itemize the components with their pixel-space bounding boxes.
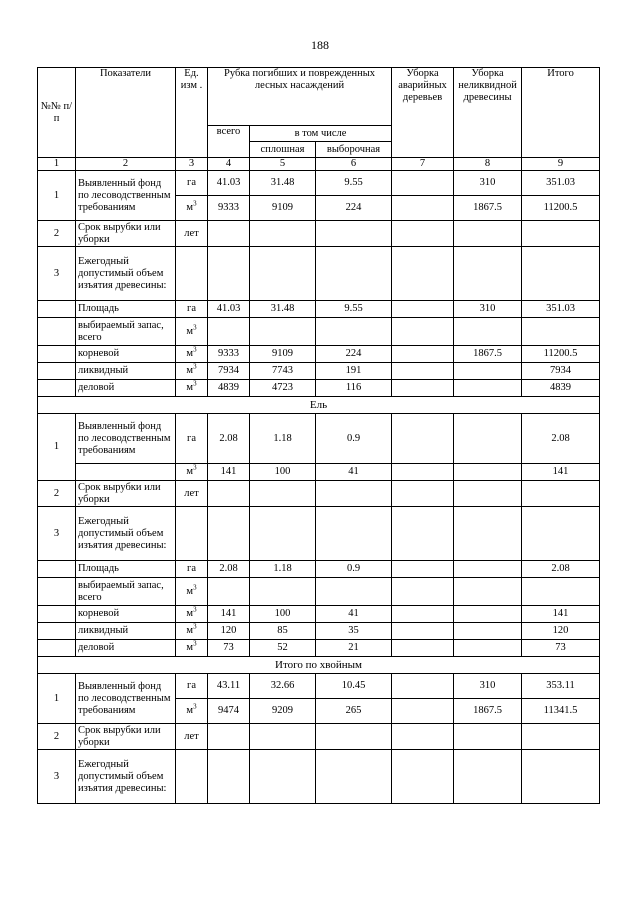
empty-cell <box>392 724 454 750</box>
header-felling: Рубка погибших и поврежденных лесных насаждений <box>208 68 392 126</box>
value-cell: 73 <box>522 640 600 657</box>
row-number: 1 <box>38 674 76 724</box>
unit-m: м <box>186 608 194 619</box>
label-allowable: Ежегодный допустимый объем изъятия древесины: <box>76 247 176 301</box>
empty-cell <box>454 724 522 750</box>
empty-cell <box>250 578 316 606</box>
value-cell: 10.45 <box>316 674 392 699</box>
unit-m: м <box>186 202 194 213</box>
empty-cell <box>454 318 522 346</box>
empty-cell <box>38 640 76 657</box>
label-liquid: ликвидный <box>76 623 176 640</box>
value-cell: 52 <box>250 640 316 657</box>
value-cell: 310 <box>454 674 522 699</box>
value-cell <box>454 561 522 578</box>
empty-cell <box>454 221 522 247</box>
value-cell: 9474 <box>208 699 250 724</box>
value-cell: 9.55 <box>316 171 392 196</box>
empty-cell <box>454 481 522 507</box>
header-num: №№ п/п <box>38 68 76 158</box>
unit-cube: 3 <box>193 583 197 591</box>
empty-cell <box>38 318 76 346</box>
label-term: Срок вырубки или уборки <box>76 724 176 750</box>
column-number: 6 <box>316 158 392 171</box>
empty-cell <box>250 481 316 507</box>
value-cell <box>392 346 454 363</box>
label-term: Срок вырубки или уборки <box>76 481 176 507</box>
value-cell: 4839 <box>208 380 250 397</box>
stock-row <box>38 578 600 606</box>
value-cell: 7743 <box>250 363 316 380</box>
value-cell: 0.9 <box>316 414 392 464</box>
unit-cell: га <box>176 171 208 196</box>
empty-cell <box>208 221 250 247</box>
section-title: Итого по хвойным <box>38 657 600 674</box>
value-cell <box>454 640 522 657</box>
term-row <box>38 481 600 507</box>
empty-cell <box>522 724 600 750</box>
row-number: 1 <box>38 414 76 481</box>
row-number: 1 <box>38 171 76 221</box>
empty-cell <box>76 464 176 481</box>
value-cell: 9333 <box>208 346 250 363</box>
value-cell: 31.48 <box>250 171 316 196</box>
empty-cell <box>522 481 600 507</box>
value-cell: 100 <box>250 606 316 623</box>
empty-cell <box>208 578 250 606</box>
unit-cell <box>176 363 208 380</box>
value-cell <box>392 640 454 657</box>
row-number: 3 <box>38 750 76 804</box>
page-number: 188 <box>311 38 329 52</box>
value-cell <box>392 561 454 578</box>
unit-cell <box>176 640 208 657</box>
unit-cube: 3 <box>193 702 197 711</box>
value-cell: 353.11 <box>522 674 600 699</box>
column-number: 1 <box>38 158 76 171</box>
value-cell: 2.08 <box>522 414 600 464</box>
unit-cube: 3 <box>193 639 197 648</box>
empty-cell <box>316 578 392 606</box>
business-row <box>38 380 600 397</box>
unit-cube: 3 <box>193 323 197 331</box>
label-stock: выбираемый запас, всего <box>76 578 176 606</box>
empty-cell <box>454 507 522 561</box>
identified-row <box>38 674 600 699</box>
label-root: корневой <box>76 346 176 363</box>
label-root: корневой <box>76 606 176 623</box>
value-cell <box>454 606 522 623</box>
section-title-row <box>38 397 600 414</box>
column-numbers-row <box>38 158 600 171</box>
label-allowable: Ежегодный допустимый объем изъятия древесины: <box>76 750 176 804</box>
value-cell: 120 <box>522 623 600 640</box>
unit-m: м <box>186 466 194 477</box>
empty-cell <box>38 363 76 380</box>
section-title-row <box>38 657 600 674</box>
column-number: 4 <box>208 158 250 171</box>
empty-cell <box>316 481 392 507</box>
value-cell: 43.11 <box>208 674 250 699</box>
liquid-row <box>38 363 600 380</box>
value-cell: 41.03 <box>208 301 250 318</box>
empty-cell <box>454 578 522 606</box>
column-number: 8 <box>454 158 522 171</box>
value-cell: 7934 <box>208 363 250 380</box>
label-identified: Выявленный фонд по лесоводственным требованиям <box>76 414 176 464</box>
value-cell: 141 <box>208 464 250 481</box>
area-row <box>38 301 600 318</box>
empty-cell <box>250 750 316 804</box>
empty-cell <box>250 724 316 750</box>
empty-cell <box>176 507 208 561</box>
value-cell: 7934 <box>522 363 600 380</box>
value-cell: 1867.5 <box>454 196 522 221</box>
column-number: 7 <box>392 158 454 171</box>
value-cell: 116 <box>316 380 392 397</box>
unit-m: м <box>186 625 194 636</box>
header-unit: Ед. изм . <box>176 68 208 158</box>
empty-cell <box>522 221 600 247</box>
value-cell: 141 <box>522 464 600 481</box>
value-cell: 351.03 <box>522 171 600 196</box>
value-cell: 1867.5 <box>454 346 522 363</box>
value-cell: 141 <box>208 606 250 623</box>
empty-cell <box>208 247 250 301</box>
row-number: 2 <box>38 221 76 247</box>
unit-cube: 3 <box>193 345 197 354</box>
liquid-row <box>38 623 600 640</box>
value-cell <box>392 363 454 380</box>
header-all: всего <box>208 126 250 158</box>
value-cell: 9109 <box>250 196 316 221</box>
unit-m: м <box>186 325 194 337</box>
logging-table <box>37 67 600 804</box>
column-number: 2 <box>76 158 176 171</box>
value-cell: 9.55 <box>316 301 392 318</box>
value-cell: 141 <box>522 606 600 623</box>
empty-cell <box>316 750 392 804</box>
empty-cell <box>522 578 600 606</box>
unit-m: м <box>186 382 194 393</box>
empty-cell <box>38 578 76 606</box>
unit-cell <box>176 606 208 623</box>
unit-cell <box>176 346 208 363</box>
empty-cell <box>522 507 600 561</box>
value-cell: 11200.5 <box>522 346 600 363</box>
empty-cell <box>522 318 600 346</box>
unit-cell: га <box>176 414 208 464</box>
row-number: 3 <box>38 507 76 561</box>
unit-cell: лет <box>176 481 208 507</box>
empty-cell <box>250 507 316 561</box>
value-cell: 11341.5 <box>522 699 600 724</box>
value-cell <box>392 623 454 640</box>
value-cell: 2.08 <box>522 561 600 578</box>
unit-cell <box>176 318 208 346</box>
value-cell: 310 <box>454 301 522 318</box>
unit-cube: 3 <box>193 605 197 614</box>
empty-cell <box>454 750 522 804</box>
unit-m: м <box>186 348 194 359</box>
identified-row <box>38 171 600 196</box>
empty-cell <box>38 346 76 363</box>
value-cell: 32.66 <box>250 674 316 699</box>
allowable-row <box>38 247 600 301</box>
header-indicators: Показатели <box>76 68 176 158</box>
value-cell: 0.9 <box>316 561 392 578</box>
value-cell: 1.18 <box>250 414 316 464</box>
unit-cube: 3 <box>193 463 197 472</box>
value-cell: 21 <box>316 640 392 657</box>
value-cell: 9333 <box>208 196 250 221</box>
allowable-row <box>38 750 600 804</box>
empty-cell <box>250 318 316 346</box>
business-row <box>38 640 600 657</box>
value-cell <box>392 606 454 623</box>
empty-cell <box>38 623 76 640</box>
table-body <box>38 68 600 804</box>
identified-row <box>38 464 600 481</box>
value-cell <box>392 196 454 221</box>
label-identified: Выявленный фонд по лесоводственным требованиям <box>76 674 176 724</box>
empty-cell <box>176 247 208 301</box>
empty-cell <box>38 561 76 578</box>
value-cell: 41.03 <box>208 171 250 196</box>
value-cell: 191 <box>316 363 392 380</box>
unit-cell <box>176 578 208 606</box>
label-identified: Выявленный фонд по лесоводственным требованиям <box>76 171 176 221</box>
value-cell: 1.18 <box>250 561 316 578</box>
value-cell: 9109 <box>250 346 316 363</box>
empty-cell <box>522 750 600 804</box>
empty-cell <box>392 221 454 247</box>
unit-cube: 3 <box>193 199 197 208</box>
empty-cell <box>208 724 250 750</box>
empty-cell <box>208 481 250 507</box>
value-cell: 100 <box>250 464 316 481</box>
term-row <box>38 724 600 750</box>
value-cell <box>392 674 454 699</box>
unit-cube: 3 <box>193 622 197 631</box>
empty-cell <box>38 380 76 397</box>
identified-row <box>38 414 600 464</box>
unit-cell <box>176 196 208 221</box>
header-emergency: Уборка аварийных деревьев <box>392 68 454 158</box>
unit-cell: га <box>176 561 208 578</box>
value-cell: 73 <box>208 640 250 657</box>
empty-cell <box>454 247 522 301</box>
unit-m: м <box>186 705 194 716</box>
value-cell: 120 <box>208 623 250 640</box>
row-number: 2 <box>38 724 76 750</box>
area-row <box>38 561 600 578</box>
value-cell: 310 <box>454 171 522 196</box>
empty-cell <box>208 750 250 804</box>
root-row <box>38 346 600 363</box>
label-allowable: Ежегодный допустимый объем изъятия древесины: <box>76 507 176 561</box>
header-clear: сплошная <box>250 142 316 158</box>
unit-cell <box>176 464 208 481</box>
value-cell: 31.48 <box>250 301 316 318</box>
empty-cell <box>176 750 208 804</box>
value-cell <box>392 301 454 318</box>
empty-cell <box>316 507 392 561</box>
row-number: 2 <box>38 481 76 507</box>
header-including: в том числе <box>250 126 392 142</box>
header-total: Итого <box>522 68 600 158</box>
unit-cell: га <box>176 301 208 318</box>
value-cell: 265 <box>316 699 392 724</box>
value-cell: 1867.5 <box>454 699 522 724</box>
unit-cube: 3 <box>193 379 197 388</box>
empty-cell <box>38 301 76 318</box>
header-illiquid: Уборка неликвидной древесины <box>454 68 522 158</box>
section-title: Ель <box>38 397 600 414</box>
header-selective: выборочная <box>316 142 392 158</box>
unit-m: м <box>186 365 194 376</box>
value-cell <box>454 380 522 397</box>
empty-cell <box>392 750 454 804</box>
unit-cell: га <box>176 674 208 699</box>
label-term: Срок вырубки или уборки <box>76 221 176 247</box>
allowable-row <box>38 507 600 561</box>
empty-cell <box>392 481 454 507</box>
value-cell: 85 <box>250 623 316 640</box>
value-cell <box>392 171 454 196</box>
value-cell <box>454 623 522 640</box>
empty-cell <box>522 247 600 301</box>
unit-cell <box>176 380 208 397</box>
value-cell: 35 <box>316 623 392 640</box>
label-liquid: ликвидный <box>76 363 176 380</box>
header-row <box>38 68 600 126</box>
empty-cell <box>316 247 392 301</box>
column-number: 9 <box>522 158 600 171</box>
label-stock: выбираемый запас, всего <box>76 318 176 346</box>
value-cell <box>454 363 522 380</box>
root-row <box>38 606 600 623</box>
value-cell: 11200.5 <box>522 196 600 221</box>
empty-cell <box>392 578 454 606</box>
unit-cell <box>176 623 208 640</box>
empty-cell <box>392 507 454 561</box>
empty-cell <box>250 221 316 247</box>
value-cell: 2.08 <box>208 414 250 464</box>
value-cell: 2.08 <box>208 561 250 578</box>
label-business: деловой <box>76 380 176 397</box>
column-number: 5 <box>250 158 316 171</box>
value-cell <box>392 380 454 397</box>
unit-m: м <box>186 585 194 597</box>
value-cell <box>392 699 454 724</box>
value-cell: 224 <box>316 346 392 363</box>
unit-m: м <box>186 642 194 653</box>
value-cell: 41 <box>316 464 392 481</box>
empty-cell <box>316 318 392 346</box>
unit-cell: лет <box>176 221 208 247</box>
value-cell <box>454 414 522 464</box>
stock-row <box>38 318 600 346</box>
value-cell <box>392 414 454 464</box>
empty-cell <box>208 507 250 561</box>
empty-cell <box>38 606 76 623</box>
empty-cell <box>392 247 454 301</box>
unit-cube: 3 <box>193 362 197 371</box>
value-cell <box>454 464 522 481</box>
empty-cell <box>316 221 392 247</box>
unit-cell: лет <box>176 724 208 750</box>
label-area: Площадь <box>76 561 176 578</box>
value-cell: 4839 <box>522 380 600 397</box>
unit-cell <box>176 699 208 724</box>
value-cell: 351.03 <box>522 301 600 318</box>
row-number: 3 <box>38 247 76 301</box>
label-area: Площадь <box>76 301 176 318</box>
empty-cell <box>208 318 250 346</box>
label-business: деловой <box>76 640 176 657</box>
empty-cell <box>392 318 454 346</box>
value-cell <box>392 464 454 481</box>
empty-cell <box>250 247 316 301</box>
column-number: 3 <box>176 158 208 171</box>
value-cell: 224 <box>316 196 392 221</box>
value-cell: 41 <box>316 606 392 623</box>
value-cell: 4723 <box>250 380 316 397</box>
value-cell: 9209 <box>250 699 316 724</box>
empty-cell <box>316 724 392 750</box>
term-row <box>38 221 600 247</box>
